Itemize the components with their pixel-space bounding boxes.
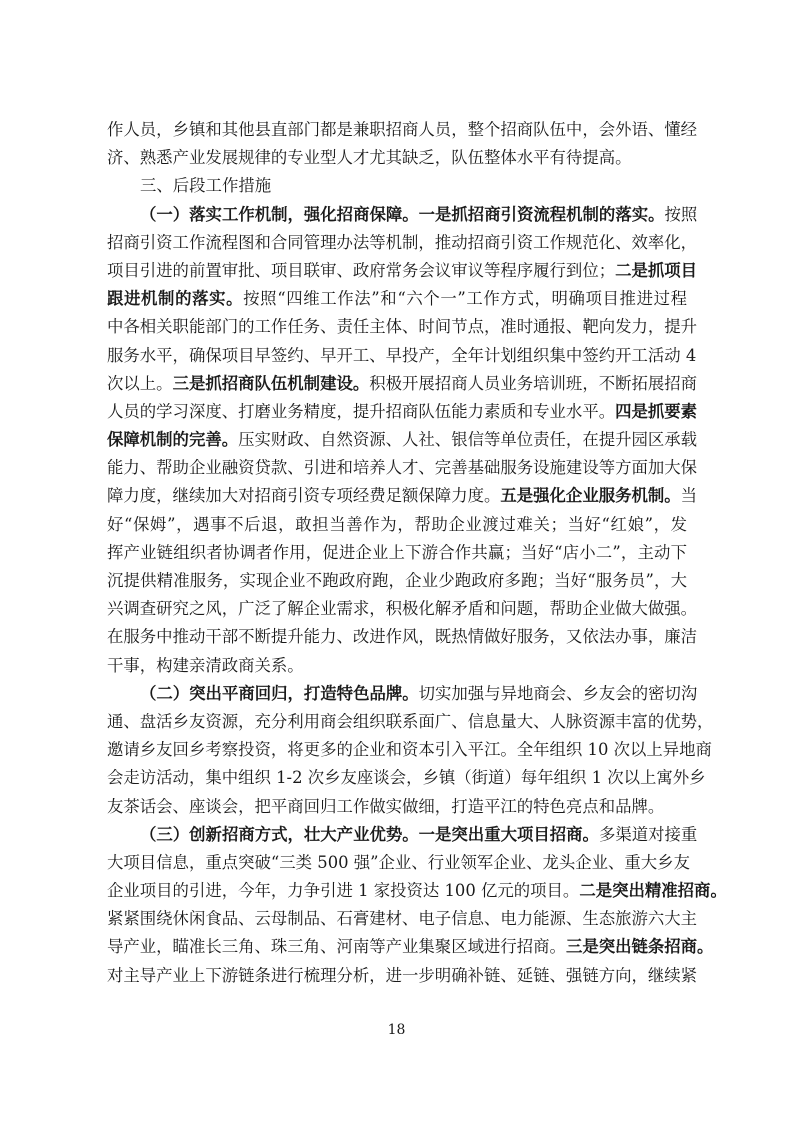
text-span: 邀请乡友回乡考察投资，将更多的企业和资本引入平江。全年组织 10 次以上异地商 xyxy=(107,740,712,760)
text-span: 项目引进的前置审批、项目联审、政府常务会议审议等程序履行到位； xyxy=(107,260,616,280)
bold-text-span: 三是抓招商队伍机制建设。 xyxy=(172,373,370,393)
text-line xyxy=(107,595,698,623)
text-line xyxy=(107,652,687,680)
text-line xyxy=(107,172,687,200)
text-span: 会走访活动，集中组织 1-2 次乡友座谈会，乡镇（街道）每年组织 1 次以上寓外乡 xyxy=(107,768,706,788)
text-span: 障力度，继续加大对招商引资专项经费足额保障力度。 xyxy=(107,486,501,506)
bold-text-span: 二是突出精准招商。 xyxy=(579,881,727,901)
text-line xyxy=(107,370,698,398)
text-line xyxy=(107,116,698,144)
text-line xyxy=(107,821,698,849)
text-line xyxy=(107,962,698,990)
text-span: 济、熟悉产业发展规律的专业型人才尤其缺乏，队伍整体水平有待提高。 xyxy=(107,148,632,168)
text-span: 积极开展招商人员业务培训班，不断拓展招商 xyxy=(369,373,698,393)
text-line xyxy=(107,933,714,961)
text-line xyxy=(107,567,687,595)
text-line xyxy=(107,793,687,821)
bold-text-span: （二）突出平商回归，打造特色品牌。 xyxy=(140,683,419,703)
page-number: 18 xyxy=(387,1022,406,1038)
text-line xyxy=(107,764,706,792)
text-span: 作人员，乡镇和其他县直部门都是兼职招商人员，整个招商队伍中，会外语、懂经 xyxy=(107,120,698,139)
bold-text-span: （一）落实工作机制，强化招商保障。一是抓招商引资流程机制的落实。 xyxy=(140,204,665,224)
text-line xyxy=(107,539,687,567)
text-line xyxy=(107,736,712,764)
text-span: 大项目信息，重点突破“三类 500 强”企业、行业领军企业、龙头企业、重大乡友 xyxy=(107,852,690,872)
text-line xyxy=(107,285,687,313)
bold-text-span: 二是抓项目 xyxy=(615,260,698,280)
text-span: 三、后段工作措施 xyxy=(140,176,272,196)
bold-text-span: （三）创新招商方式，壮大产业优势。一是突出重大项目招商。 xyxy=(140,824,599,844)
text-span: 服务水平，确保项目早签约、早开工、早投产，全年计划组织集中签约开工活动 4 xyxy=(107,345,697,365)
text-span: 压实财政、自然资源、人社、银信等单位责任，在提升园区承载 xyxy=(238,430,698,450)
text-line xyxy=(107,454,698,482)
bold-text-span: 四是抓要素 xyxy=(615,401,698,421)
text-line xyxy=(107,905,698,933)
text-span: 次以上。 xyxy=(107,373,173,393)
text-line xyxy=(107,398,698,426)
body-text xyxy=(107,116,727,990)
text-line xyxy=(107,877,727,905)
text-line xyxy=(107,680,698,708)
text-span: 多渠道对接重 xyxy=(598,824,698,844)
text-span: 对主导产业上下游链条进行梳理分析，进一步明确补链、延链、强链方向，继续紧 xyxy=(107,965,698,985)
text-line xyxy=(107,708,714,736)
text-span: 通、盘活乡友资源，充分利用商会组织联系面广、信息量大、人脉资源丰富的优势， xyxy=(107,711,714,731)
bold-text-span: 保障机制的完善。 xyxy=(107,430,239,450)
text-line xyxy=(107,482,698,510)
text-span: 兴调查研究之风，广泛了解企业需求，积极化解矛盾和问题，帮助企业做大做强。 xyxy=(107,599,698,619)
text-span: 按照 xyxy=(664,204,698,224)
text-span: 沉提供精准服务，实现企业不跑政府跑，企业少跑政府多跑；当好“服务员”，大 xyxy=(107,571,687,590)
text-span: 在服务中推动干部不断提升能力、改进作风，既热情做好服务，又依法办事，廉洁 xyxy=(107,627,698,647)
text-span: 人员的学习深度、打磨业务精度，提升招商队伍能力素质和专业水平。 xyxy=(107,401,616,421)
text-span: 紧紧围绕休闲食品、云母制品、石膏建材、电子信息、电力能源、生态旅游六大主 xyxy=(107,909,698,929)
text-span: 导产业，瞄准长三角、珠三角、河南等产业集聚区域进行招商。 xyxy=(107,937,566,957)
text-span: 好“保姆”，遇事不后退，敢担当善作为，帮助企业渡过难关；当好“红娘”，发 xyxy=(107,514,687,534)
text-line xyxy=(107,342,697,370)
text-span: 招商引资工作流程图和合同管理办法等机制，推动招商引资工作规范化、效率化， xyxy=(107,232,698,252)
text-line xyxy=(107,849,690,877)
text-line xyxy=(107,426,698,454)
bold-text-span: 三是突出链条招商。 xyxy=(565,937,714,957)
text-line xyxy=(107,144,687,172)
text-line xyxy=(107,623,698,651)
text-span: 干事，构建亲清政商关系。 xyxy=(107,655,304,675)
text-span: 按照“四维工作法”和“六个一”工作方式，明确项目推进过程 xyxy=(243,289,687,309)
text-line xyxy=(107,313,698,341)
text-span: 挥产业链组织者协调者作用，促进企业上下游合作共赢；当好“店小二”，主动下 xyxy=(107,542,687,562)
bold-text-span: 跟进机制的落实。 xyxy=(107,289,244,309)
text-span: 企业项目的引进，今年，力争引进 1 家投资达 100 亿元的项目。 xyxy=(107,881,580,901)
text-line xyxy=(107,511,687,539)
text-span: 中各相关职能部门的工作任务、责任主体、时间节点，准时通报、靶向发力，提升 xyxy=(107,317,698,337)
text-span: 切实加强与异地商会、乡友会的密切沟 xyxy=(418,683,698,703)
text-line xyxy=(107,257,698,285)
text-span: 友茶话会、座谈会，把平商回归工作做实做细，打造平江的特色亮点和品牌。 xyxy=(107,796,665,816)
text-line xyxy=(107,229,698,257)
text-span: 当 xyxy=(680,486,698,506)
text-line xyxy=(107,201,698,229)
text-span: 能力、帮助企业融资贷款、引进和培养人才、完善基础服务设施建设等方面加大保 xyxy=(107,458,698,478)
bold-text-span: 五是强化企业服务机制。 xyxy=(500,486,681,506)
